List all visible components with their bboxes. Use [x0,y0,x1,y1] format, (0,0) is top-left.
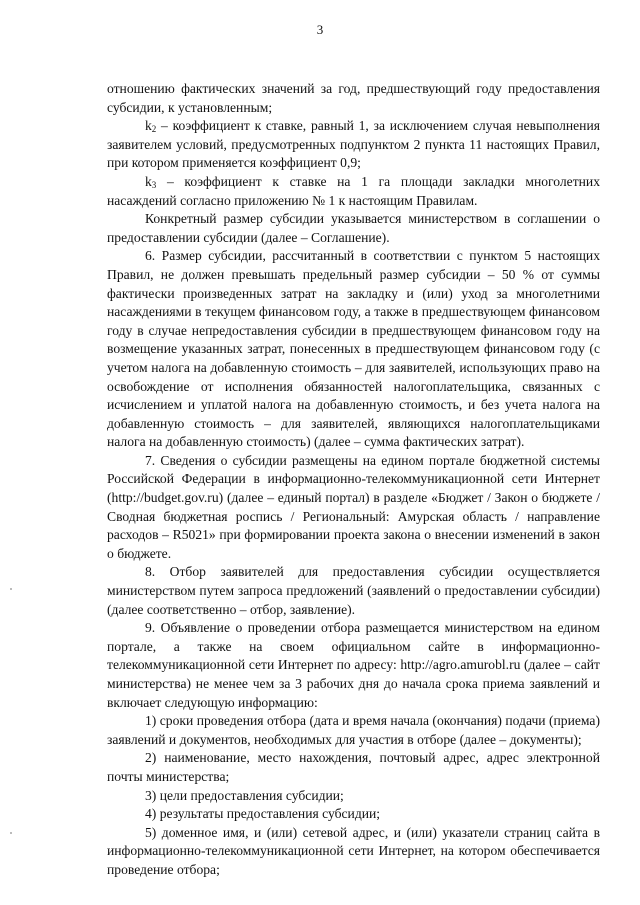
page-number: 3 [316,22,324,37]
k2-text: – коэффициент к ставке, равный 1, за исключением случая невыполнения заявителем условий, предусмотренных подпунктом 2 пункта 11 настоящих Правил, при котором применяется коэффициент 0,9; [107,118,600,171]
paragraph-item-7: 7. Сведения о субсидии размещены на едином портале бюджетной системы Российской Федерации в информационно-телекоммуникационной сети Интернет (http://budget.gov.ru) (далее – единый портал) в разделе «Бюджет / Закон о бюджете / Сводная бюджетная роспись / Региональный: Амурская область / направление расходов – R5021» при формировании проекта закона о внесении изменений в закон о бюджете. [107,452,600,561]
paragraph-agreement: Конкретный размер субсидии указывается министерством в соглашении о предоставлении субсидии (далее – Соглашение). [107,211,600,245]
k3-subscript: 3 [151,179,157,190]
scan-mark [10,832,12,834]
k3-text: – коэффициент к ставке на 1 га площади закладки многолетних насаждений согласно приложению № 1 к настоящим Правилам. [107,173,600,208]
paragraph-k2-definition [107,117,600,173]
paragraph-item-6: 6. Размер субсидии, рассчитанный в соответствии с пунктом 5 настоящих Правил, не должен превышать предельный размер субсидии – 50 % от суммы фактически произведенных затрат на закладку и (или) уход за многолетними насаждениями в текущем финансовом году, а также в предшествующем финансовом году в случае непредоставления субсидии в предшествующем финансовом году на возмещение указанных затрат, понесенных в предшествующем финансовом году (с учетом налога на добавленную стоимость – для заявителей, использующих право на освобождение от исполнения обязанностей налогоплательщика, связанных с исчислением и уплатой налога на добавленную стоимость, и без учета налога на добавленную стоимость – для заявителей, являющихся налогоплательщиками налога на добавленную стоимость) (далее – сумма фактических затрат). [107,248,600,450]
paragraph-item-9: 9. Объявление о проведении отбора размещается министерством на едином портале, а также на своем официальном сайте в информационно-телекоммуникационной сети Интернет по адресу: http://agro.amurobl.ru (далее – сайт министерства) не менее чем за 3 рабочих дня до начала срока приема заявлений и включает следующую информацию: [107,620,600,710]
list-item-2: 2) наименование, место нахождения, почтовый адрес, адрес электронной почты министерства; [107,750,600,784]
k2-symbol: k [145,118,152,134]
paragraph-k3-definition [107,173,600,210]
list-item-5: 5) доменное имя, и (или) сетевой адрес, и (или) указатели страниц сайта в информационно-телекоммуникационной сети Интернет, на котором обеспечивается проведение отбора; [107,824,600,877]
list-item-1: 1) сроки проведения отбора (дата и время начала (окончания) подачи (приема) заявлений и документов, необходимых для участия в отборе (далее – документы); [107,713,600,747]
k3-symbol: k [145,173,152,189]
paragraph-item-8: 8. Отбор заявителей для предоставления субсидии осуществляется министерством путем запроса предложений (заявлений о предоставлении субсидии) (далее соответственно – отбор, заявление). [107,564,600,617]
k2-subscript: 2 [151,124,157,135]
document-body [107,80,600,880]
paragraph-continuation: отношению фактических значений за год, предшествующий году предоставления субсидии, к установленным; [107,81,600,115]
list-item-3: 3) цели предоставления субсидии; [145,787,344,803]
list-item-4: 4) результаты предоставления субсидии; [145,806,381,822]
scan-mark [10,588,12,590]
